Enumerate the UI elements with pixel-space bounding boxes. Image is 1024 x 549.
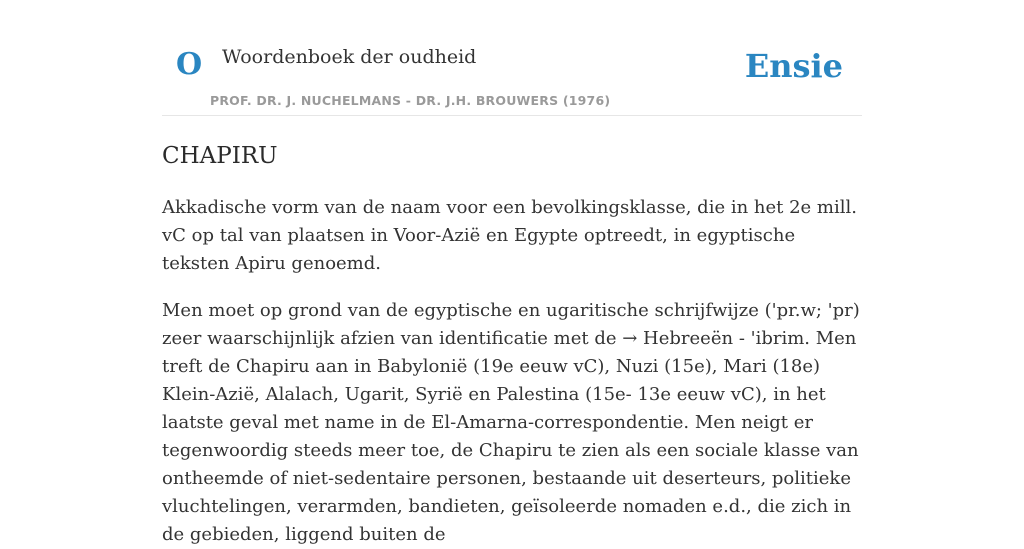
cross-reference-link-hebreeen[interactable]: → Hebreeën <box>622 328 734 349</box>
book-initial-icon: O <box>176 47 203 82</box>
brand-logo-link[interactable]: Ensie <box>744 47 843 85</box>
entry-paragraph-2 <box>162 297 862 549</box>
paragraph-2-text-end: - 'ibrim. Men treft de Chapiru aan in Babylonië (19e eeuw vC), Nuzi (15e), Mari (18e) Klein-Azië, Alalach, Ugarit, Syrië en Palestina (15e- 13e eeuw vC), in het laatste geval met name in de El-Amarna-correspondentie. Men neigt er tegenwoordig steeds meer toe, de Chapiru te zien als een sociale klasse van ontheemde of niet-sedentaire personen, bestaande uit deserteurs, politieke vluchtelingen, verarmden, bandieten, geïsoleerde nomaden e.d., die zich in de gebieden, liggend buiten de <box>162 328 859 545</box>
book-authors: PROF. DR. J. NUCHELMANS - DR. J.H. BROUWERS (1976) <box>210 93 611 108</box>
entry-paragraph-1: Akkadische vorm van de naam voor een bevolkingsklasse, die in het 2e mill. vC op tal van plaatsen in Voor-Azië en Egypte optreedt, in egyptische teksten Apiru genoemd. <box>162 197 857 274</box>
book-header <box>162 0 862 116</box>
book-title[interactable]: Woordenboek der oudheid <box>222 46 477 68</box>
entry-title: CHAPIRU <box>162 143 278 169</box>
page <box>162 0 862 549</box>
paragraph-2-text-start: Men moet op grond van de egyptische en ugaritische schrijfwijze ('pr.w; 'pr) zeer waarschijnlijk afzien van identificatie met de <box>162 300 860 349</box>
